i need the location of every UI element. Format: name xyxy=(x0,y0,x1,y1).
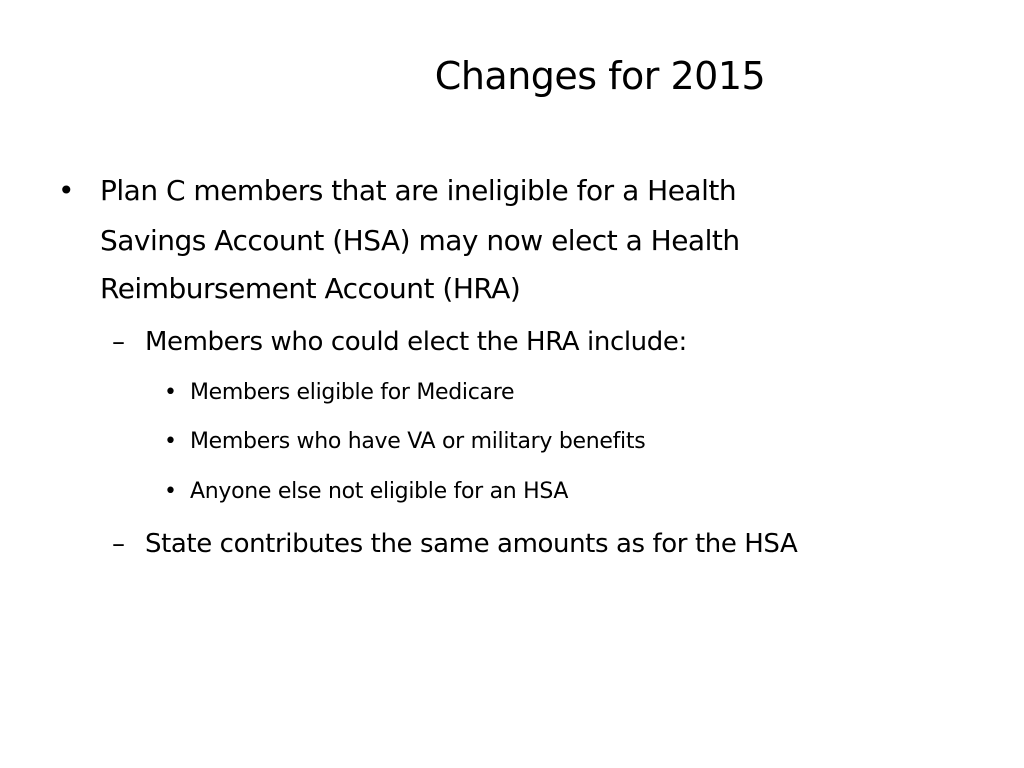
bullet-marker: • xyxy=(164,380,177,405)
dash-marker: – xyxy=(112,327,125,357)
dash-marker: – xyxy=(112,529,125,559)
slide-title: Changes for 2015 xyxy=(434,54,766,98)
bullet-marker: • xyxy=(164,429,177,454)
bullet-marker: • xyxy=(164,479,177,504)
bullet-marker: • xyxy=(58,174,75,207)
sub-sub-bullet-text-3: Anyone else not eligible for an HSA xyxy=(190,479,569,504)
sub-bullet-text-2: State contributes the same amounts as for the HSA xyxy=(145,529,798,559)
sub-sub-bullet-text-2: Members who have VA or military benefits xyxy=(190,429,646,454)
bullet-main-line-2: Savings Account (HSA) may now elect a Health xyxy=(100,224,740,257)
sub-bullet-text-1: Members who could elect the HRA include: xyxy=(145,327,687,357)
bullet-main-line-1: Plan C members that are ineligible for a Health xyxy=(100,174,737,207)
sub-sub-bullet-text-1: Members eligible for Medicare xyxy=(190,380,515,405)
bullet-main-line-3: Reimbursement Account (HRA) xyxy=(100,272,521,305)
